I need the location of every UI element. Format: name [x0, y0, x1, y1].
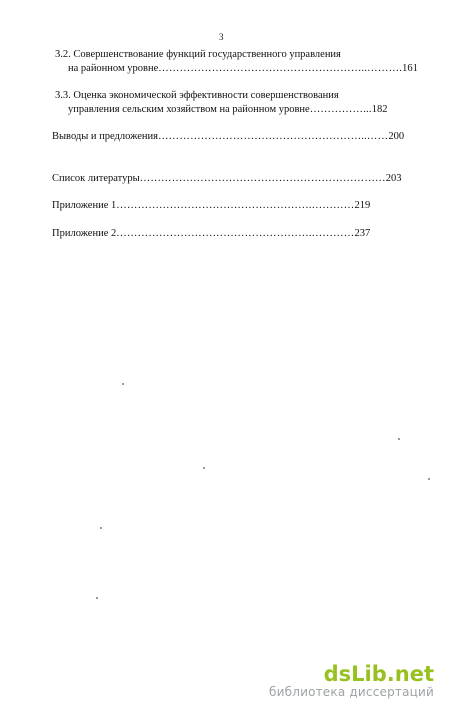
- toc-entry-references: [52, 172, 402, 185]
- toc-entry-text: Приложение 2: [52, 228, 117, 239]
- scan-speck: [96, 597, 98, 599]
- scan-speck: [203, 467, 205, 469]
- toc-leader-dots: ……………………………………………….…………: [116, 200, 355, 211]
- dslib-logo: dsLib.net: [323, 662, 434, 686]
- toc-entry-text: Приложение 1: [52, 200, 117, 211]
- toc-entry-3-3-title: 3.3. Оценка экономической эффективности совершенствования: [55, 90, 339, 101]
- scan-speck: [398, 438, 400, 440]
- toc-page-number: 219: [354, 200, 371, 211]
- scan-speck: [100, 527, 102, 529]
- scan-speck: [122, 383, 124, 385]
- toc-leader-dots: ……………………………………………….…………: [116, 228, 355, 239]
- toc-leader-dots: …………………………………………………..……….: [158, 63, 403, 74]
- toc-entry-3-3-continuation: [68, 103, 387, 116]
- toc-entry-appendix-1: [52, 199, 370, 212]
- toc-entry-text: Список литературы: [52, 173, 140, 184]
- toc-page-number: 237: [354, 228, 371, 239]
- page-number: 3: [219, 32, 224, 42]
- toc-leader-dots: ……………...: [309, 104, 372, 115]
- toc-entry-text: Выводы и предложения: [52, 131, 158, 142]
- toc-page-number: 182: [371, 104, 388, 115]
- toc-entry-3-2-title: 3.2. Совершенствование функций государственного управления: [55, 49, 341, 60]
- toc-entry-text: управления сельским хозяйством на районном уровне: [68, 104, 310, 115]
- dslib-tagline: библиотека диссертаций: [269, 685, 434, 699]
- toc-page-number: 161: [402, 63, 418, 74]
- dslib-watermark: [269, 663, 434, 699]
- toc-page-number: 200: [388, 131, 405, 142]
- toc-page-number: 203: [385, 173, 402, 184]
- toc-leader-dots: …………………………………………………..……: [157, 131, 389, 142]
- toc-entry-text: на районном уровне: [68, 63, 159, 74]
- toc-leader-dots: ……………………………………………………………: [139, 173, 386, 184]
- scan-speck: [428, 478, 430, 480]
- toc-entry-conclusions: [52, 130, 404, 143]
- toc-entry-appendix-2: [52, 227, 370, 240]
- toc-entry-3-2-continuation: [68, 62, 418, 75]
